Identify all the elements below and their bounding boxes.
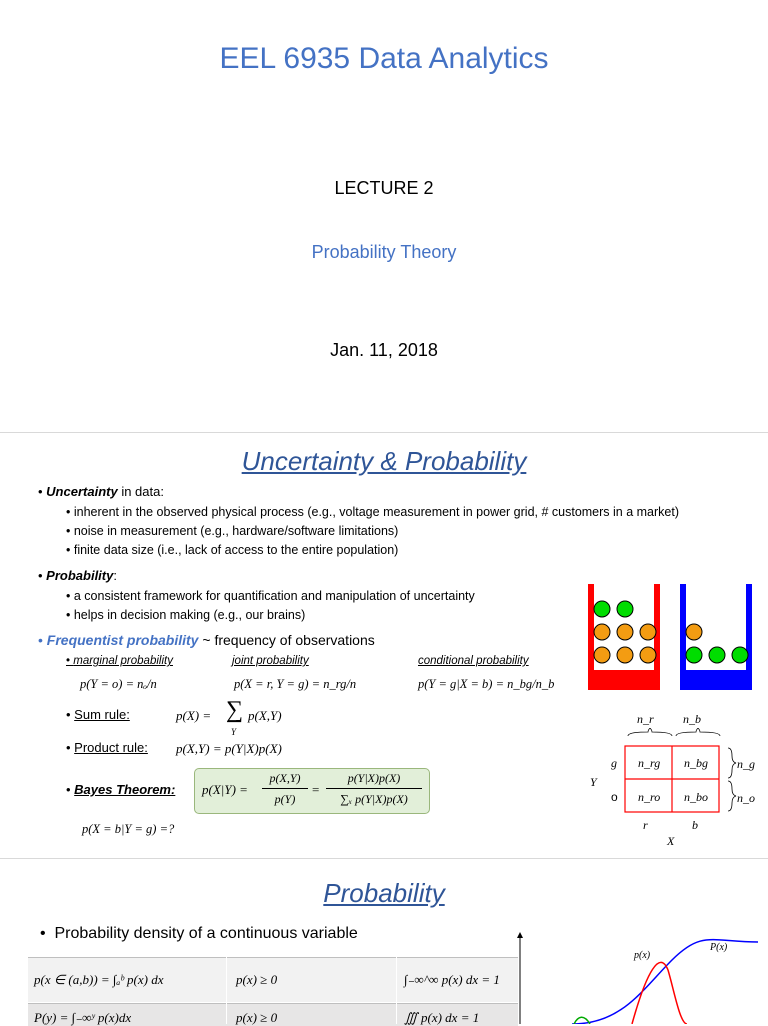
uncertainty-item: • finite data size (i.e., lack of access to the entire population) xyxy=(66,543,399,557)
lecture-date: Jan. 11, 2018 xyxy=(330,340,438,360)
orange-ball xyxy=(594,647,610,663)
frequentist-bullet: • Frequentist probability ~ frequency of observations xyxy=(38,632,375,648)
col-total-r: n_r xyxy=(637,712,654,726)
nonnegativity-formula-2: p(x) ≥ 0 xyxy=(236,1010,278,1025)
slide2-title: Uncertainty & Probability xyxy=(241,446,527,476)
slide-divider-1 xyxy=(0,432,768,433)
row-label-g: g xyxy=(611,756,617,770)
sum-subscript: Y xyxy=(231,727,237,737)
lecture-number: LECTURE 2 xyxy=(334,178,434,198)
normalization-formula: ∫₋∞^∞ p(x) dx = 1 xyxy=(404,972,500,987)
blue-box-base xyxy=(680,670,752,690)
uncertainty-item: • noise in measurement (e.g., hardware/software limitations) xyxy=(66,524,399,538)
cell-n-rg: n_rg xyxy=(638,756,661,770)
slide1-title: EEL 6935 Data Analytics xyxy=(219,42,549,75)
bayes-lhs: p(X|Y) = xyxy=(202,782,248,797)
green-ball xyxy=(617,601,633,617)
prob-interval-formula: p(x ∈ (a,b)) = ∫ₐᵇ p(x) dx xyxy=(34,972,164,987)
y-axis-label: Y xyxy=(590,775,597,789)
uncertainty-head: Uncertainty xyxy=(46,484,118,499)
col-total-b: n_b xyxy=(683,712,701,726)
cell-n-bg: n_bg xyxy=(684,756,708,770)
green-ball xyxy=(686,647,702,663)
green-ball xyxy=(594,601,610,617)
sum-rule-label: • Sum rule: xyxy=(66,707,130,722)
slide-divider-2 xyxy=(0,858,768,859)
frequentist-head: Frequentist probability xyxy=(46,632,199,648)
marginal-equation: p(Y = o) = nₒ/n xyxy=(80,677,157,691)
bayes-frac1-num: p(X,Y) xyxy=(269,771,301,785)
brace xyxy=(728,748,736,778)
x-axis-label: X xyxy=(667,834,675,848)
probability-item: • helps in decision making (e.g., our brains) xyxy=(66,608,306,622)
cell-n-ro: n_ro xyxy=(638,790,661,804)
conditional-label: conditional probability xyxy=(418,655,529,667)
sum-rule-rhs: p(X,Y) xyxy=(248,708,282,723)
bayes-frac1-den: p(Y) xyxy=(274,792,296,806)
axis-arrow xyxy=(517,932,523,938)
table-sep xyxy=(396,957,397,1024)
fraction-bar xyxy=(326,788,422,789)
lecture-subtitle: Probability Theory xyxy=(311,242,457,262)
probability-item: • a consistent framework for quantification and manipulation of uncertainty xyxy=(66,589,475,603)
bayes-label: • Bayes Theorem: xyxy=(66,782,176,797)
slide3-title: Probability xyxy=(323,878,445,908)
brace xyxy=(628,728,672,736)
bayes-question: p(X = b|Y = g) =? xyxy=(82,822,175,836)
orange-ball xyxy=(686,624,702,640)
bayes-frac2-den: ∑ₓ p(Y|X)p(X) xyxy=(340,792,408,806)
pdf-curve-label: p(x) xyxy=(634,950,651,961)
bayes-equals: = xyxy=(312,782,320,797)
fraction-bar xyxy=(262,788,308,789)
conditional-equation: p(Y = g|X = b) = n_bg/n_b xyxy=(418,677,555,691)
brace xyxy=(676,728,720,736)
orange-ball xyxy=(617,624,633,640)
cdf-curve-label: P(x) xyxy=(710,942,728,953)
probability-bullet: • Probability: xyxy=(38,568,117,583)
table-sep xyxy=(226,957,227,1024)
bayes-frac2-num: p(Y|X)p(X) xyxy=(347,771,401,785)
col-label-b: b xyxy=(692,818,698,832)
nonnegativity-formula: p(x) ≥ 0 xyxy=(236,972,278,987)
orange-ball xyxy=(594,624,610,640)
cell-n-bo: n_bo xyxy=(684,790,708,804)
density-bullet: • Probability density of a continuous variable xyxy=(40,925,358,942)
brace xyxy=(728,781,736,811)
red-box-base xyxy=(588,670,660,690)
probability-head: Probability xyxy=(46,568,114,583)
orange-ball xyxy=(617,647,633,663)
green-ball xyxy=(732,647,748,663)
ball-boxes-illustration xyxy=(584,582,756,694)
green-ball xyxy=(709,647,725,663)
sum-rule-lhs: p(X) = xyxy=(176,708,212,723)
normalization-formula-2: ∭ p(x) dx = 1 xyxy=(404,1010,480,1025)
orange-ball xyxy=(640,647,656,663)
joint-equation: p(X = r, Y = g) = n_rg/n xyxy=(234,677,357,691)
uncertainty-bullet xyxy=(38,484,164,499)
uncertainty-item: • inherent in the observed physical process (e.g., voltage measurement in power grid, # customers in a market) xyxy=(66,505,680,519)
row-total-g: n_g xyxy=(737,757,755,771)
product-rule-label: • Product rule: xyxy=(66,740,148,755)
orange-ball xyxy=(640,624,656,640)
row-total-o: n_o xyxy=(737,791,755,805)
product-rule-equation: p(X,Y) = p(Y|X)p(X) xyxy=(176,741,282,756)
row-label-o: o xyxy=(611,790,618,804)
joint-label: joint probability xyxy=(232,655,309,667)
bullet-dot: • xyxy=(38,484,47,499)
marginal-label: • marginal probability xyxy=(66,655,173,667)
col-label-r: r xyxy=(643,818,648,832)
cdf-formula: P(y) = ∫₋∞ʸ p(x)dx xyxy=(34,1010,132,1025)
uncertainty-rest: in data: xyxy=(117,484,164,499)
sum-symbol: ∑ xyxy=(226,697,244,723)
cdf-curve xyxy=(572,940,758,1024)
